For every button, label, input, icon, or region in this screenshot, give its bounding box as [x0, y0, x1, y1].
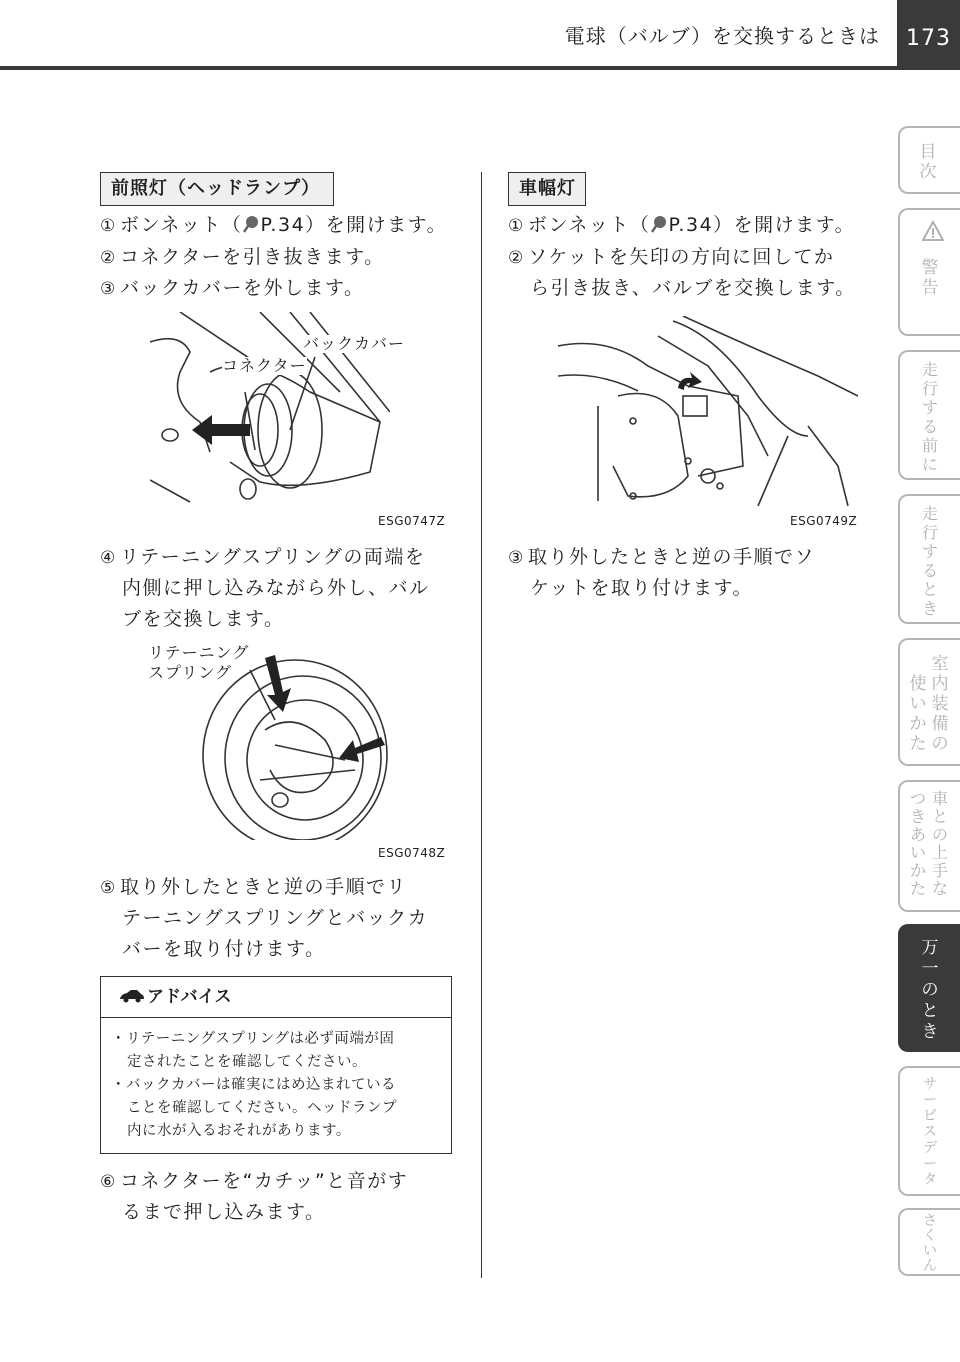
tab-label: 警告: [921, 258, 939, 298]
tab-label: サービスデータ: [923, 1076, 937, 1188]
tab-label: 車との上手な: [931, 789, 948, 898]
tab-warning[interactable]: [898, 208, 960, 336]
step-6-line-1: ⑥ コネクターを“カチッ”と音がす: [100, 1170, 409, 1192]
label-retaining-spring-line-2: スプリング: [148, 663, 233, 682]
step-4-line-1: ④ リテーニングスプリングの両端を: [100, 546, 426, 568]
right-step-3-line-2: ケットを取り付けます。: [530, 577, 754, 599]
column-divider: [481, 172, 482, 1278]
running-header: 電球（バルブ）を交換するときは: [564, 24, 880, 48]
advice-item-2-cont: 内に水が入るおそれがあります。: [127, 1123, 351, 1139]
tab-car-care[interactable]: [898, 780, 960, 912]
clearance-lamp-socket-illustration: [558, 316, 858, 506]
tab-label: 目次: [919, 142, 937, 182]
advice-header: [101, 977, 451, 1018]
tab-label: 万一のとき: [921, 938, 939, 1042]
tab-before-driving[interactable]: [898, 350, 960, 480]
tab-label: 走行するとき: [921, 504, 938, 618]
tab-label: さくいん: [923, 1213, 937, 1274]
figure-code: ESG0748Z: [378, 846, 446, 860]
tab-interior[interactable]: [898, 638, 960, 766]
step-5-line-2: テーニングスプリングとバックカ: [122, 907, 429, 929]
step-6-line-2: るまで押し込みます。: [122, 1201, 326, 1223]
section-heading-clearance-lamp: 車幅灯: [508, 172, 586, 206]
tab-service-data[interactable]: [898, 1066, 960, 1196]
advice-item-2-cont: ことを確認してください。ヘッドランプ: [127, 1100, 397, 1116]
header-rule: [0, 66, 897, 70]
figure-code: ESG0749Z: [790, 514, 858, 528]
step-3: ③ バックカバーを外します。: [100, 277, 365, 299]
tab-emergency[interactable]: [898, 924, 960, 1052]
step-5-line-3: バーを取り付けます。: [122, 938, 326, 960]
figure-code: ESG0747Z: [378, 514, 446, 528]
tab-label: つきあいかた: [909, 789, 926, 898]
page-reference-icon: [242, 215, 260, 233]
step-1: ① ボンネット（ P.34）を開けます。: [100, 214, 448, 236]
warning-icon: [922, 220, 944, 242]
right-step-2-line-1: ② ソケットを矢印の方向に回してか: [508, 246, 835, 268]
label-back-cover: バックカバー: [303, 334, 406, 353]
right-step-1: ① ボンネット（ P.34）を開けます。: [508, 214, 856, 236]
step-5-line-1: ⑤ 取り外したときと逆の手順でリ: [100, 876, 408, 898]
step-2: ② コネクターを引き抜きます。: [100, 246, 385, 268]
right-step-3-line-1: ③ 取り外したときと逆の手順でソ: [508, 546, 816, 568]
page-reference-icon: [650, 215, 668, 233]
tab-label: 使いかた: [909, 674, 927, 754]
page-number: 173: [897, 0, 960, 70]
advice-item-1: ・リテーニングスプリングは必ず両端が固: [111, 1031, 395, 1047]
section-heading-headlamp: 前照灯（ヘッドランプ）: [100, 172, 334, 206]
tab-index[interactable]: [898, 1208, 960, 1276]
label-connector: コネクター: [222, 356, 307, 375]
right-step-2-line-2: ら引き抜き、バルブを交換します。: [530, 277, 856, 299]
page-reference-link[interactable]: P.34: [668, 214, 714, 236]
page-reference-link[interactable]: P.34: [260, 214, 306, 236]
step-4-line-2: 内側に押し込みながら外し、バル: [122, 577, 430, 599]
tab-label: 走行する前に: [921, 360, 938, 474]
advice-item-2: ・バックカバーは確実にはめ込まれている: [111, 1077, 396, 1093]
car-icon: [119, 989, 145, 1003]
label-retaining-spring-line-1: リテーニング: [148, 643, 250, 662]
tab-contents[interactable]: [898, 126, 960, 194]
advice-title: アドバイス: [147, 987, 232, 1007]
tab-while-driving[interactable]: [898, 494, 960, 624]
advice-box: [100, 976, 452, 1154]
advice-item-1-cont: 定されたことを確認してください。: [127, 1054, 367, 1070]
step-4-line-3: ブを交換します。: [122, 608, 285, 630]
tab-label: 室内装備の: [931, 654, 949, 754]
